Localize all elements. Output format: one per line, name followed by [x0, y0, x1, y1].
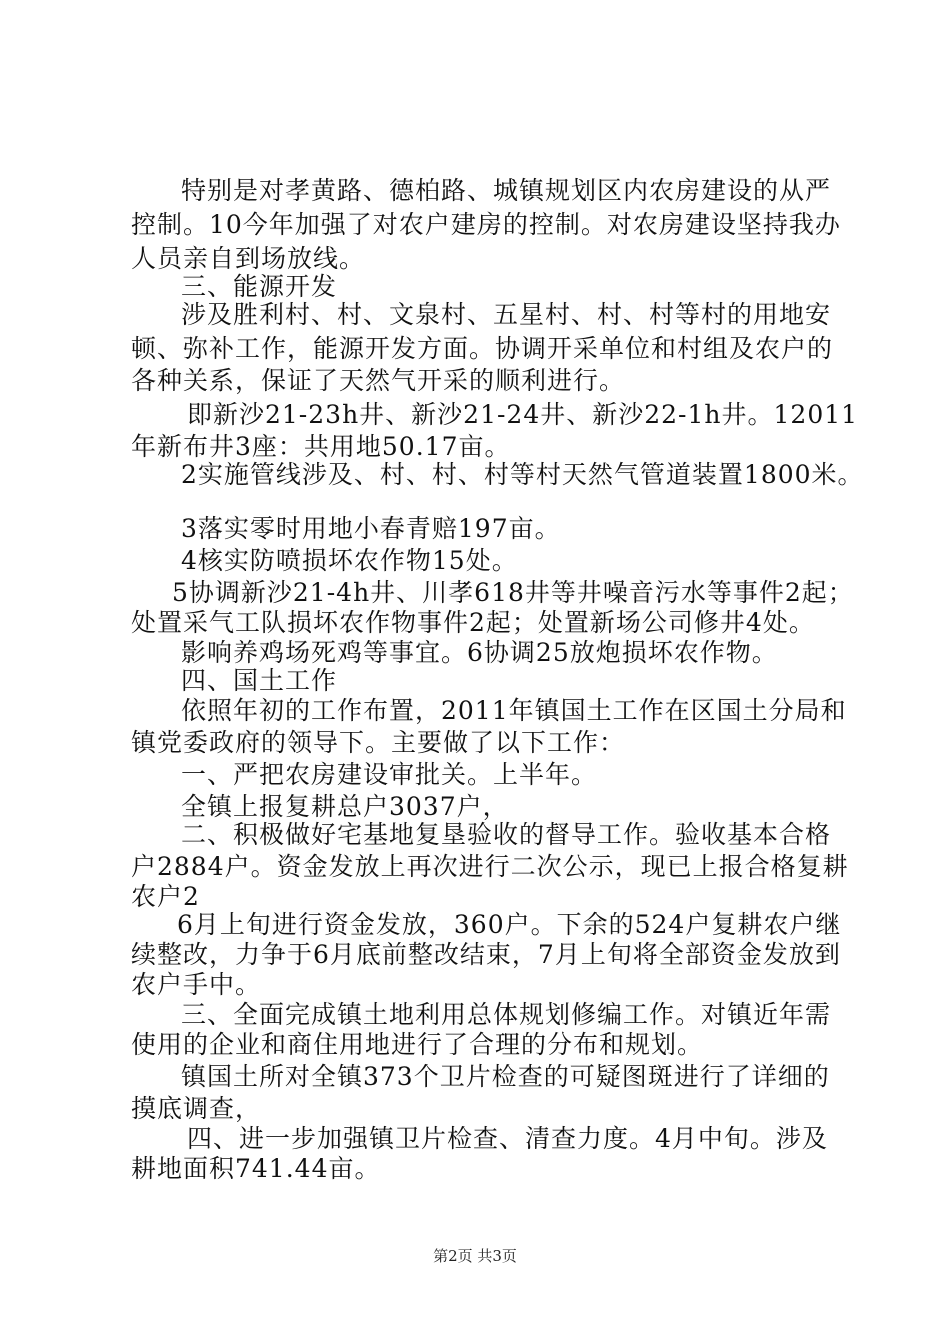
body-line: 农户2: [131, 882, 200, 911]
body-line: 影响养鸡场死鸡等事宜。6协调25放炮损坏农作物。: [181, 638, 778, 667]
body-line: 全镇上报复耕总户3037户，: [181, 792, 509, 821]
body-line: 各种关系，保证了天然气开采的顺利进行。: [131, 366, 626, 395]
body-line: 依照年初的工作布置，2011年镇国土工作在区国土分局和: [181, 696, 847, 725]
body-line: 使用的企业和商住用地进行了合理的分布和规划。: [131, 1030, 704, 1059]
body-line: 4核实防喷损坏农作物15处。: [181, 546, 518, 575]
body-line: 续整改，力争于6月底前整改结束，7月上旬将全部资金发放到: [131, 940, 841, 969]
body-line: 人员亲自到场放线。: [131, 244, 366, 273]
body-line: 农户手中。: [131, 970, 262, 999]
body-line: 镇国土所对全镇373个卫片检查的可疑图斑进行了详细的: [181, 1062, 830, 1091]
body-line: 一、严把农房建设审批关。上半年。: [181, 760, 598, 789]
body-line: 顿、弥补工作，能源开发方面。协调开采单位和村组及农户的: [131, 334, 834, 363]
section-heading: 三、能源开发: [181, 272, 338, 301]
body-line: 涉及胜利村、村、文泉村、五星村、村、村等村的用地安: [181, 300, 832, 329]
body-line: 耕地面积741.44亩。: [131, 1154, 381, 1183]
body-line: 三、全面完成镇土地利用总体规划修编工作。对镇近年需: [181, 1000, 832, 1029]
body-line: 四、进一步加强镇卫片检查、清查力度。4月中旬。涉及: [187, 1124, 828, 1153]
body-line: 处置采气工队损坏农作物事件2起；处置新场公司修井4处。: [131, 608, 815, 637]
body-line: 即新沙21-23h井、新沙21-24井、新沙22-1h井。12011: [187, 400, 859, 429]
body-line: 控制。10今年加强了对农户建房的控制。对农房建设坚持我办: [131, 210, 841, 239]
body-line: 二、积极做好宅基地复垦验收的督导工作。验收基本合格: [181, 820, 832, 849]
body-line: 5协调新沙21-4h井、川孝618井等井噪音污水等事件2起；: [172, 578, 854, 607]
body-line: 镇党委政府的领导下。主要做了以下工作：: [131, 728, 626, 757]
body-line: 2实施管线涉及、村、村、村等村天然气管道装置1800米。: [181, 460, 864, 489]
page-number-footer: 第2页 共3页: [433, 1247, 517, 1265]
body-line: 年新布井3座：共用地50.17亩。: [131, 432, 511, 461]
body-line: 6月上旬进行资金发放，360户。下余的524户复耕农户继: [177, 910, 842, 939]
body-line: 3落实零时用地小春青赔197亩。: [181, 514, 561, 543]
section-heading: 四、国土工作: [181, 666, 338, 695]
body-line: 户2884户。资金发放上再次进行二次公示，现已上报合格复耕: [131, 852, 849, 881]
body-line: 特别是对孝黄路、德柏路、城镇规划区内农房建设的从严: [181, 176, 832, 205]
body-line: 摸底调查，: [131, 1094, 262, 1123]
